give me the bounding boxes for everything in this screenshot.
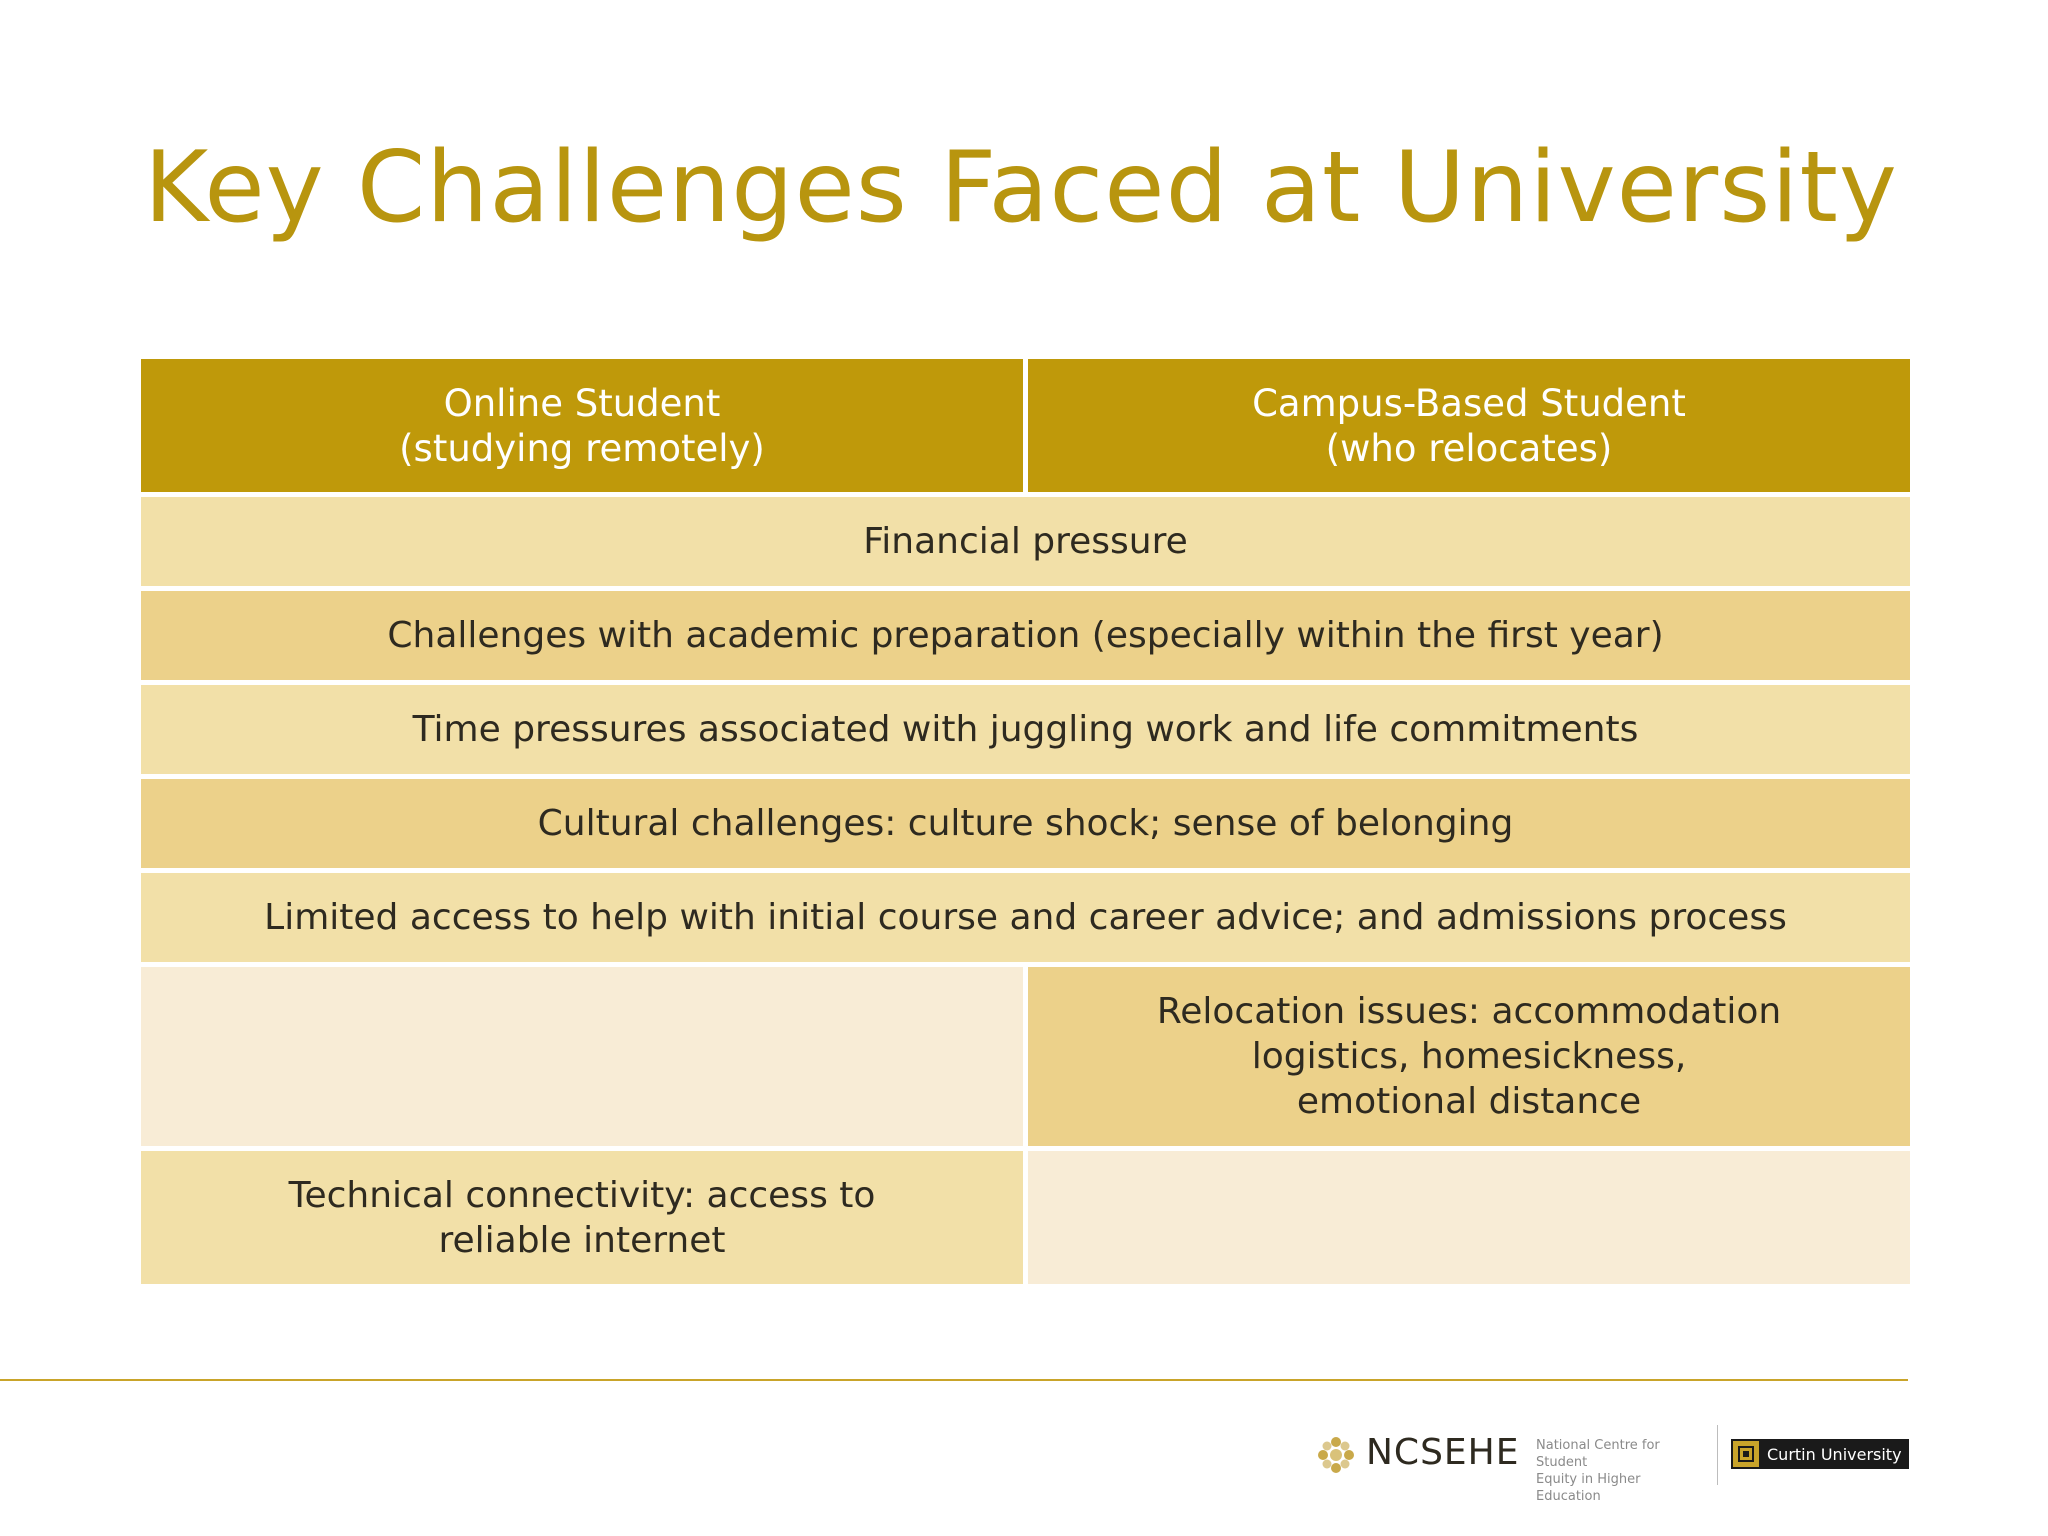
table-row: [141, 497, 1910, 586]
ncsehe-name: NCSEHE: [1366, 1432, 1520, 1473]
table-row: [141, 1151, 1910, 1284]
ncsehe-description: National Centre for Student Equity in Higher Education: [1536, 1438, 1660, 1504]
shared-challenge-cell: Limited access to help with initial course and career advice; and admissions process: [141, 873, 1910, 962]
online-only-challenge-cell: Technical connectivity: access to reliable internet: [141, 1151, 1023, 1284]
table-row: [141, 967, 1910, 1146]
curtin-logo-icon: [1733, 1441, 1759, 1467]
empty-online-cell: [141, 967, 1023, 1146]
header-campus-student: Campus-Based Student (who relocates): [1028, 359, 1910, 492]
shared-challenge-cell: Cultural challenges: culture shock; sense of belonging: [141, 779, 1910, 868]
table-row: [141, 873, 1910, 962]
footer-logos: [1314, 1425, 1914, 1504]
header-online-student: Online Student (studying remotely): [141, 359, 1023, 492]
table-row: [141, 685, 1910, 774]
campus-only-challenge-cell: Relocation issues: accommodation logistics, homesickness, emotional distance: [1028, 967, 1910, 1146]
ncsehe-logo-icon: [1314, 1433, 1358, 1477]
page-title: Key Challenges Faced at University: [144, 131, 1898, 245]
curtin-university-name: Curtin University: [1767, 1444, 1902, 1464]
table-row: [141, 779, 1910, 868]
footer-divider-line: [0, 1379, 1908, 1381]
table-header-row: [141, 359, 1910, 492]
footer-logo-divider: [1717, 1425, 1718, 1485]
shared-challenge-cell: Challenges with academic preparation (especially within the first year): [141, 591, 1910, 680]
challenges-table: [141, 359, 1910, 1289]
curtin-university-badge: [1731, 1439, 1909, 1469]
shared-challenge-cell: Financial pressure: [141, 497, 1910, 586]
shared-challenge-cell: Time pressures associated with juggling work and life commitments: [141, 685, 1910, 774]
empty-campus-cell: [1028, 1151, 1910, 1284]
table-row: [141, 591, 1910, 680]
